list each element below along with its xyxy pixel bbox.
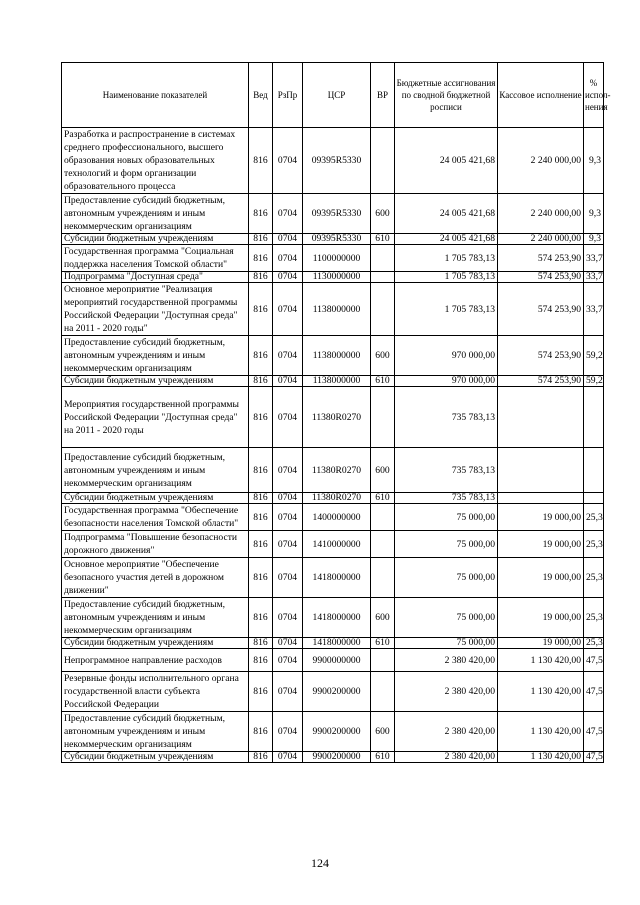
cell-ved: 816 <box>249 558 273 598</box>
cell-csr: 11380R0270 <box>303 493 371 504</box>
cell-csr: 09395R5330 <box>303 234 371 245</box>
cell-assigned: 75 000,00 <box>395 504 498 531</box>
cell-percent: 25,3 <box>584 598 604 638</box>
cell-ved: 816 <box>249 649 273 672</box>
cell-assigned: 2 380 420,00 <box>395 649 498 672</box>
cell-rzpr: 0704 <box>273 194 303 234</box>
cell-vr <box>371 531 395 558</box>
cell-percent: 33,7 <box>584 283 604 336</box>
table-row <box>62 448 604 493</box>
cell-name: Предоставление субсидий бюджетным, автономным учреждениям и иным некоммерческим организациям <box>62 194 249 234</box>
cell-vr: 600 <box>371 712 395 752</box>
header-assigned: Бюджетные ассигнования по сводной бюджетной росписи <box>395 63 498 128</box>
table-row <box>62 672 604 712</box>
cell-vr: 600 <box>371 448 395 493</box>
cell-csr: 1410000000 <box>303 531 371 558</box>
cell-name: Государственная программа "Обеспечение безопасности населения Томской области" <box>62 504 249 531</box>
cell-csr: 11380R0270 <box>303 448 371 493</box>
cell-cash: 19 000,00 <box>498 531 584 558</box>
cell-csr: 1138000000 <box>303 336 371 376</box>
cell-percent: 47,5 <box>584 649 604 672</box>
cell-cash: 574 253,90 <box>498 336 584 376</box>
cell-cash: 2 240 000,00 <box>498 128 584 194</box>
cell-rzpr: 0704 <box>273 245 303 272</box>
cell-name: Подпрограмма "Повышение безопасности дорожного движения" <box>62 531 249 558</box>
cell-ved: 816 <box>249 387 273 448</box>
cell-percent: 47,5 <box>584 712 604 752</box>
table-row <box>62 272 604 283</box>
cell-assigned: 735 783,13 <box>395 448 498 493</box>
cell-name: Резервные фонды исполнительного органа государственной власти субъекта Российской Федерации <box>62 672 249 712</box>
cell-ved: 816 <box>249 376 273 387</box>
cell-percent: 9,3 <box>584 128 604 194</box>
cell-name: Предоставление субсидий бюджетным, автономным учреждениям и иным некоммерческим организациям <box>62 712 249 752</box>
cell-assigned: 1 705 783,13 <box>395 245 498 272</box>
cell-rzpr: 0704 <box>273 504 303 531</box>
cell-csr: 11380R0270 <box>303 387 371 448</box>
table-header-row <box>62 63 604 128</box>
cell-vr <box>371 558 395 598</box>
cell-percent: 47,5 <box>584 752 604 763</box>
cell-cash: 574 253,90 <box>498 245 584 272</box>
cell-cash: 2 240 000,00 <box>498 194 584 234</box>
cell-percent: 9,3 <box>584 194 604 234</box>
cell-cash: 1 130 420,00 <box>498 752 584 763</box>
cell-assigned: 75 000,00 <box>395 558 498 598</box>
table-row <box>62 558 604 598</box>
table-row <box>62 598 604 638</box>
cell-name: Субсидии бюджетным учреждениям <box>62 638 249 649</box>
cell-percent: 47,5 <box>584 672 604 712</box>
cell-ved: 816 <box>249 672 273 712</box>
cell-assigned: 1 705 783,13 <box>395 272 498 283</box>
cell-ved: 816 <box>249 493 273 504</box>
cell-assigned: 2 380 420,00 <box>395 752 498 763</box>
table-row <box>62 376 604 387</box>
cell-vr <box>371 387 395 448</box>
cell-ved: 816 <box>249 128 273 194</box>
cell-ved: 816 <box>249 531 273 558</box>
cell-csr: 1130000000 <box>303 272 371 283</box>
cell-cash: 1 130 420,00 <box>498 712 584 752</box>
cell-percent: 25,3 <box>584 558 604 598</box>
cell-rzpr: 0704 <box>273 531 303 558</box>
cell-cash: 1 130 420,00 <box>498 672 584 712</box>
cell-ved: 816 <box>249 598 273 638</box>
cell-percent: 33,7 <box>584 272 604 283</box>
cell-ved: 816 <box>249 283 273 336</box>
header-name: Наименование показателей <box>62 63 249 128</box>
cell-assigned: 970 000,00 <box>395 376 498 387</box>
cell-csr: 1100000000 <box>303 245 371 272</box>
cell-ved: 816 <box>249 752 273 763</box>
cell-rzpr: 0704 <box>273 649 303 672</box>
cell-cash: 19 000,00 <box>498 558 584 598</box>
cell-csr: 9900200000 <box>303 712 371 752</box>
cell-percent: 9,3 <box>584 234 604 245</box>
cell-rzpr: 0704 <box>273 752 303 763</box>
cell-cash: 19 000,00 <box>498 638 584 649</box>
cell-vr: 600 <box>371 598 395 638</box>
cell-name: Предоставление субсидий бюджетным, автономным учреждениям и иным некоммерческим организациям <box>62 598 249 638</box>
cell-ved: 816 <box>249 245 273 272</box>
header-vr: ВР <box>371 63 395 128</box>
cell-assigned: 75 000,00 <box>395 638 498 649</box>
table-row <box>62 194 604 234</box>
cell-csr: 9900200000 <box>303 672 371 712</box>
cell-name: Субсидии бюджетным учреждениям <box>62 752 249 763</box>
cell-ved: 816 <box>249 638 273 649</box>
cell-cash: 2 240 000,00 <box>498 234 584 245</box>
cell-percent: 59,2 <box>584 336 604 376</box>
table-row <box>62 712 604 752</box>
cell-vr <box>371 672 395 712</box>
cell-csr: 9900200000 <box>303 752 371 763</box>
cell-rzpr: 0704 <box>273 283 303 336</box>
cell-cash: 574 253,90 <box>498 376 584 387</box>
cell-ved: 816 <box>249 336 273 376</box>
cell-csr: 1400000000 <box>303 504 371 531</box>
cell-name: Субсидии бюджетным учреждениям <box>62 493 249 504</box>
table-row <box>62 283 604 336</box>
cell-percent: 25,3 <box>584 504 604 531</box>
cell-vr: 610 <box>371 638 395 649</box>
cell-ved: 816 <box>249 712 273 752</box>
cell-percent: 59,2 <box>584 376 604 387</box>
cell-assigned: 24 005 421,68 <box>395 234 498 245</box>
cell-rzpr: 0704 <box>273 272 303 283</box>
cell-percent <box>584 387 604 448</box>
cell-rzpr: 0704 <box>273 712 303 752</box>
cell-name: Разработка и распространение в системах среднего профессионального, высшего образования новых образовательных технологий и форм организации образовательного процесса <box>62 128 249 194</box>
cell-ved: 816 <box>249 234 273 245</box>
budget-execution-table <box>61 62 611 763</box>
cell-assigned: 1 705 783,13 <box>395 283 498 336</box>
cell-name: Непрограммное направление расходов <box>62 649 249 672</box>
cell-percent: 25,3 <box>584 638 604 649</box>
cell-name: Предоставление субсидий бюджетным, автономным учреждениям и иным некоммерческим организациям <box>62 448 249 493</box>
cell-rzpr: 0704 <box>273 387 303 448</box>
cell-rzpr: 0704 <box>273 558 303 598</box>
cell-vr <box>371 128 395 194</box>
cell-name: Мероприятия государственной программы Российской Федерации "Доступная среда" на 2011 - 2020 годы <box>62 387 249 448</box>
header-cash: Кассовое исполнение <box>498 63 584 128</box>
cell-percent <box>584 493 604 504</box>
cell-vr: 610 <box>371 752 395 763</box>
cell-percent <box>584 448 604 493</box>
cell-cash <box>498 387 584 448</box>
cell-cash: 19 000,00 <box>498 504 584 531</box>
cell-vr: 610 <box>371 376 395 387</box>
cell-cash <box>498 448 584 493</box>
cell-name: Субсидии бюджетным учреждениям <box>62 234 249 245</box>
cell-rzpr: 0704 <box>273 376 303 387</box>
cell-assigned: 970 000,00 <box>395 336 498 376</box>
table-row <box>62 493 604 504</box>
cell-rzpr: 0704 <box>273 234 303 245</box>
cell-name: Основное мероприятие "Обеспечение безопасного участия детей в дорожном движении" <box>62 558 249 598</box>
cell-vr <box>371 272 395 283</box>
cell-vr <box>371 649 395 672</box>
cell-csr: 1418000000 <box>303 638 371 649</box>
cell-assigned: 2 380 420,00 <box>395 712 498 752</box>
header-ved: Вед <box>249 63 273 128</box>
cell-rzpr: 0704 <box>273 128 303 194</box>
table-row <box>62 234 604 245</box>
cell-name: Предоставление субсидий бюджетным, автономным учреждениям и иным некоммерческим организациям <box>62 336 249 376</box>
cell-vr: 600 <box>371 194 395 234</box>
cell-rzpr: 0704 <box>273 448 303 493</box>
cell-vr <box>371 245 395 272</box>
cell-assigned: 2 380 420,00 <box>395 672 498 712</box>
cell-assigned: 735 783,13 <box>395 387 498 448</box>
header-csr: ЦСР <box>303 63 371 128</box>
page-number: 124 <box>311 856 329 870</box>
cell-vr: 610 <box>371 234 395 245</box>
cell-vr <box>371 283 395 336</box>
cell-cash: 19 000,00 <box>498 598 584 638</box>
cell-cash <box>498 493 584 504</box>
table-row <box>62 752 604 763</box>
cell-assigned: 24 005 421,68 <box>395 194 498 234</box>
cell-csr: 1418000000 <box>303 558 371 598</box>
table-row <box>62 387 604 448</box>
cell-assigned: 735 783,13 <box>395 493 498 504</box>
cell-name: Основное мероприятие "Реализация мероприятий государственной программы Российской Федерации "Доступная среда" на 2011 - 2020 годы" <box>62 283 249 336</box>
table-row <box>62 128 604 194</box>
table-row <box>62 336 604 376</box>
cell-csr: 09395R5330 <box>303 194 371 234</box>
cell-rzpr: 0704 <box>273 672 303 712</box>
cell-vr <box>371 504 395 531</box>
table-row <box>62 638 604 649</box>
cell-csr: 1418000000 <box>303 598 371 638</box>
header-rzpr: РзПр <box>273 63 303 128</box>
table-row <box>62 531 604 558</box>
cell-name: Субсидии бюджетным учреждениям <box>62 376 249 387</box>
cell-ved: 816 <box>249 504 273 531</box>
cell-rzpr: 0704 <box>273 336 303 376</box>
cell-assigned: 75 000,00 <box>395 598 498 638</box>
cell-percent: 33,7 <box>584 245 604 272</box>
cell-ved: 816 <box>249 194 273 234</box>
cell-percent: 25,3 <box>584 531 604 558</box>
table-row <box>62 649 604 672</box>
cell-vr: 600 <box>371 336 395 376</box>
cell-rzpr: 0704 <box>273 638 303 649</box>
header-percent: % испол-нения <box>584 63 604 128</box>
cell-csr: 1138000000 <box>303 283 371 336</box>
cell-vr: 610 <box>371 493 395 504</box>
cell-name: Подпрограмма "Доступная среда" <box>62 272 249 283</box>
cell-csr: 1138000000 <box>303 376 371 387</box>
cell-assigned: 24 005 421,68 <box>395 128 498 194</box>
cell-cash: 574 253,90 <box>498 283 584 336</box>
cell-name: Государственная программа "Социальная поддержка населения Томской области" <box>62 245 249 272</box>
cell-cash: 574 253,90 <box>498 272 584 283</box>
cell-ved: 816 <box>249 272 273 283</box>
cell-csr: 9900000000 <box>303 649 371 672</box>
cell-rzpr: 0704 <box>273 598 303 638</box>
table-row <box>62 504 604 531</box>
table-row <box>62 245 604 272</box>
cell-cash: 1 130 420,00 <box>498 649 584 672</box>
cell-assigned: 75 000,00 <box>395 531 498 558</box>
cell-csr: 09395R5330 <box>303 128 371 194</box>
cell-ved: 816 <box>249 448 273 493</box>
cell-rzpr: 0704 <box>273 493 303 504</box>
